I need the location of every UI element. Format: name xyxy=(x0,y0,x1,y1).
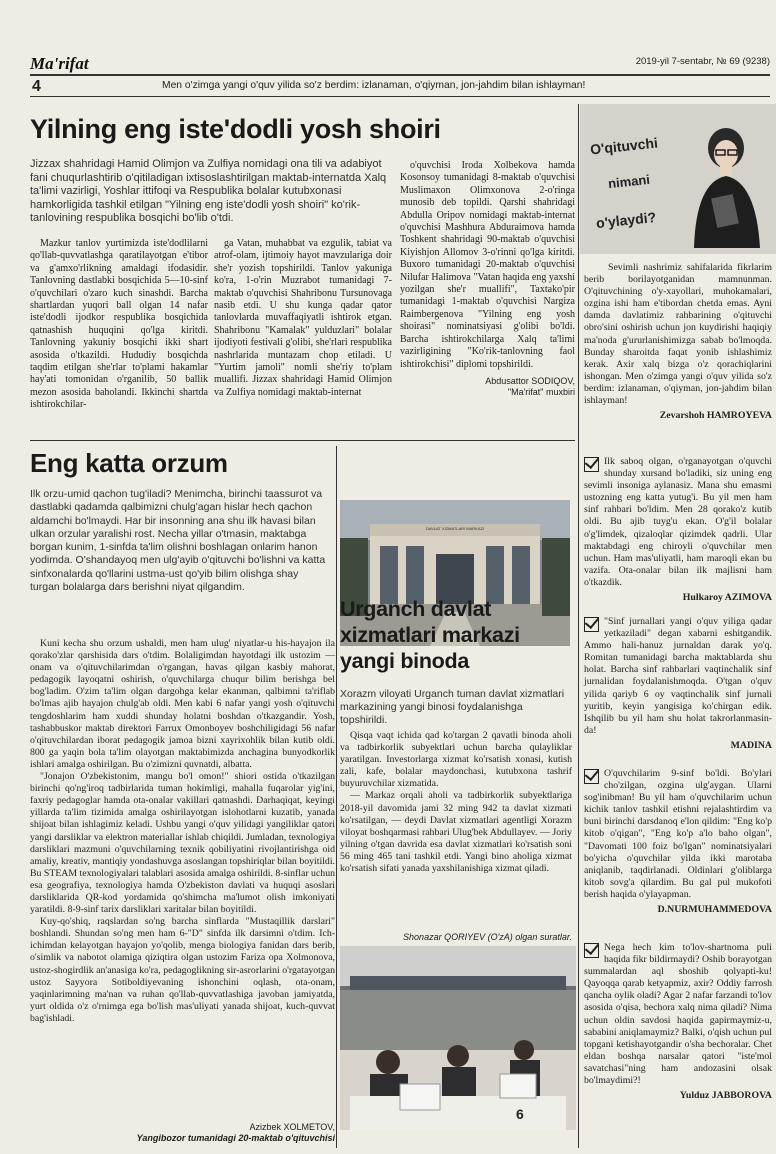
article-lead: Jizzax shahridagi Hamid Olimjon va Zulfiya nomidagi ona tili va adabiyot fani chuqurlashtirib o'qitiladigan ixtisoslashtirilgan maktab-internatda Xalq ta'limi vazirligi, Yoshlar ittifoqi va Respublika bolalar kutubxonasi hamkorligida tashkil etilgan "Yilning eng iste'dodli yosh shoiri" ko'rik-tanlovining respublika bosqichi bo'lib o'tdi. xyxy=(30,158,387,225)
building-sign: DAVLAT XIZMATLARI MARKAZI xyxy=(425,526,485,531)
photo-credit: Shonazar QORIYEV (O'zA) olgan suratlar. xyxy=(403,932,572,942)
opinion-text: Nega hech kim to'lov-shartnoma puli haqida fikr bildirmaydi? Oshib borayotgan summalardan aql shoshib qolyapti-ku! Qayoqqa qarab ketyapmiz, axir? Oddiy farrosh qancha oylik oladi? Agar 2 nafar farzandi to'lov asosida o'qisa, bechora xalq nima qiladi? Nima uchun oldin savdosi haqida gapirmaymiz-u, sababini aniqlamaymiz? Balki, o'qish uchun pul topgani ketishayotgandir o'sha bechoralar. Chet eldan boshqa narsalar qatori "iste'mol savatchasi"ning ham andozasini olsak bo'lmaydimi?! xyxy=(584,942,772,1087)
opinion-author: Zevarshoh HAMROYEVA xyxy=(659,410,772,422)
article-headline: Yilning eng iste'dodli yosh shoiri xyxy=(30,114,441,144)
newspaper-title: Ma'rifat xyxy=(30,54,89,73)
opinion-author: Yulduz JABBOROVA xyxy=(679,1090,772,1102)
opinion-author: Hulkaroy AZIMOVA xyxy=(682,592,772,604)
article-urganch-center xyxy=(340,444,576,1149)
article-column-2: ga Vatan, muhabbat va ezgulik, tabiat va atrof-olam, ijtimoiy hayot mavzulariga doir she'r yozish topshirildi. Tanlov yakuniga ko'ra, 1-o'rin Muzrabot tumanidagi 7-maktab o'quvchisi Shahribonu Tursunovaga nasib etdi. U shu kunga qadar qator tanlovlarda muvaffaqiyatli ishtirok etgan. Shahribonu "Kamalak" yulduzlari" bolalar ijodiyoti festivali g'olibi, she'rlari respublika nashrlarida muntazam chop etiladi. U "Yurtim jamoli" nomli she'riy to'plam muallifi. Jizzax shahridagi Hamid Olimjon va Zulfiya nomidagi maktab-internat xyxy=(214,238,392,398)
article-headline: Eng katta orzum xyxy=(30,448,228,478)
sidebar-header xyxy=(580,104,776,254)
office-photo xyxy=(340,946,576,1130)
opinion-text: Sevimli nashrimiz sahifalarida fikrlarim berib borilayotganidan mamnunman. O'qituvchining o'y-xayollari, muhokamalari, ozgina ishi ham e'tibordan chetda emas. Ayni damda davlatimiz rahbarining o'qituvchi obro'sini oshirish uchun jon kuydirishi haqiqiy ma'noda g'ururlanishimizga sabab bo'lmoqda. Bunday sharoitda faqat yonib ishlashimiz kerak. Axir xalq bizga o'z qorachiqlarini ishongan. Men o'zimga yangi o'quv yilida so'z berdim: izlanaman, o'qiyman, jon-jahdim bilan ishlayman! xyxy=(584,262,772,407)
sidebar-opinion xyxy=(584,768,772,915)
masthead-rule xyxy=(30,74,770,76)
sidebar-title-line: O'qituvchi xyxy=(589,134,659,158)
masthead xyxy=(30,0,776,100)
sidebar-title-line: o'ylaydi? xyxy=(595,208,657,232)
article-column-1: Mazkur tanlov yurtimizda iste'dodlilarni qo'llab-quvvatlashga qaratilayotgan e'tibor va g'amxo'rlikning amaldagi ifodasidir. Tanlovning dastlabki bosqichida 5—10-sinf o'quvchilari o'zaro kuch sinashdi. Barcha shartlardan yuqori ball olgan 14 nafar iste'dodli ijodkor respublika bosqichida qatnashish huquqini qo'lga kiritdi. Tanlovning yakuniy bosqichi ikki shart asosida o'tkazildi. Hududiy bosqichda taqdim etilgan she'rlar to'plami hakamlar hay'ati tomonidan o'rganilib, 50 ballik mezon asosida baholandi. Ikkinchi shartda ishtirokchilar- xyxy=(30,238,208,411)
checkbox-icon xyxy=(584,769,599,784)
checkbox-icon xyxy=(584,943,599,958)
article-lead: Xorazm viloyati Urganch tuman davlat xizmatlari markazining yangi binosi foydalanishga topshirildi. xyxy=(340,688,565,727)
page-number: 4 xyxy=(32,78,41,95)
article-headline: Urganch davlat xizmatlari markazi yangi binoda xyxy=(340,597,520,673)
section-divider xyxy=(30,440,575,441)
article-body xyxy=(340,730,572,875)
body-paragraph: "Jonajon O'zbekistonim, mangu bo'l omon!" shiori ostida o'tkazilgan birinchi qo'ng'iroq tadbirlarida tuman hokimligi, mahalla fuqarolar yig'ini, faxriy pedagoglar hamda ota-onalar vakillari qatnashdi. Darhaqiqat, keyingi yillarda ta'lim tizimida amalga oshirilayotgan islohotlarni kuzatib, yanada shijoat bilan ishlagimiz keladi. Ushbu yangi o'quv yilidagi yangiliklar qatori yangi darsliklar va elektron materiallar ishlab chiqildi. Jumladan, texnologiya darsliklari mazmuni o'quvchilarning texnik qobiliyatini rivojlantirishga oid amaliy, kreativ, mantiqiy yondashuvga asoslangan topshiriqlar bilan boyitildi. Bu STEAM texnologiyalari talablari asosida amalga oshirildi. 8-sinflar uchun esa geografiya, texnologiya hamda O'zbekiston davlati va huquqi asoslari darsliklarida QR-kod yordamida qo'shimcha ma'lumot olish imkoniyati yaratildi. 8-9-sinf tarix darsliklari xaritalar bilan boyitildi. xyxy=(30,771,335,916)
sidebar-opinion xyxy=(584,616,772,751)
body-paragraph: — Markaz orqali aholi va tadbirkorlik subyektlariga 2018-yil davomida jami 32 ming 942 ta davlat xizmati ko'rsatilgan, — deydi Davlat xizmatlari agentligi Xorazm viloyat boshqarmasi rahbari Ulug'bek Abdullayev. — Joriy yilning o'tgan davrida esa davlat xizmatlari ko'rsatish soni 56 ming 465 tani tashkil etdi. Yangi bino aholiga xizmat ko'rsatish sifati yanada yaxshilanishiga xizmat qiladi. xyxy=(340,790,572,875)
author-name: Abdusattor SODIQOV, xyxy=(485,376,575,386)
article-body xyxy=(30,638,335,1025)
body-paragraph: Kuy-qo'shiq, raqslardan so'ng barcha sinflarda "Mustaqillik darslari" boshlandi. Shundan so'ng men ham 6-"D" sinfda ilk darsimni o'tdim. Ich-ichimdan kelayotgan hayajon yo'qolib, menga biologiya fanidan dars berib, o'simlik va nabotot olamiga qiziqtira olgan ustozim Fariza opa Xolmonova, ustoz-shogirdlik an'anasiga ko'ra, pedagoglikning sir-asrorlarini o'rgatayotgan ustoz Sayyora Sotiboldiyevaning ishonchini oqlash, ota-onam, yaqinlarimning ma'nan va ruhan qo'llab-quvvatlashiga javoban jamiyatda, yurt oldida o'z o'rnimga ega bo'lish mas'uliyati yanada shijoat, kuch-quvvat bag'ishladi. xyxy=(30,916,335,1024)
desk-number: 6 xyxy=(516,1106,524,1122)
teacher-illustration-icon xyxy=(680,118,770,248)
slogan-rule xyxy=(30,96,770,97)
author-name: Azizbek XOLMETOV, xyxy=(249,1122,335,1132)
sidebar-opinion xyxy=(584,456,772,603)
author-role: Yangibozor tumanidagi 20-maktab o'qituvchisi xyxy=(136,1133,335,1143)
opinion-text: Ilk saboq olgan, o'rganayotgan o'quvchi shunday xursand bo'ladiki, siz uning eng sevimli insoniga aylanasiz. Mana shu emasmi ustozning eng katta yutug'i. Bu yil men ham sinf rahbari bo'ldim. Men 28 qorako'z kutib oldi. Bu ajib tuyg'u ekan. O'g'il bolalar o'g'limdek, qizaloqlar qizimdek qadrli. Ular maktabdagi eng chiroyli o'quvchilar men uchun. Ham mas'uliyatli, ham maroqli ekan bu vazifa. Ota-onalar bilan ilk majlisni ham o'tkazdik. xyxy=(584,456,772,588)
opinion-author: MADINA xyxy=(730,739,772,751)
article-young-poet xyxy=(30,110,575,455)
opinion-author: D.NURMUHAMMEDOVA xyxy=(657,904,772,916)
column-divider xyxy=(336,446,337,1148)
opinion-text: O'quvchilarim 9-sinf bo'ldi. Bo'ylari cho'zilgan, ozgina ulg'aygan. Ularni sog'inibman! Bu yil ham o'quvchilarim uchun kichik tanlov tashkil etishni rejalashtirdim va buni birinchi darsdanoq e'lon qildim: "Eng ko'p kitob o'qigan", "Eng ko'p a'lo baho olgan", "Davomati 100 foiz bo'lgan" nominatsiyalari bo'yicha o'quvchilar yilda ikki marotaba aniqlanib, taqdirlanadi. Oldinlari g'oliblarga kitob sovg'a qilardim. Bu gal pul mukofoti berish haqida o'ylayapman. xyxy=(584,768,772,900)
article-biggest-dream xyxy=(30,444,335,1149)
issue-info: 2019-yil 7-sentabr, № 69 (9238) xyxy=(635,56,770,67)
checkbox-icon xyxy=(584,457,599,472)
sidebar-divider xyxy=(578,104,579,1148)
opinion-text: "Sinf jurnallari yangi o'quv yiliga qadar yetkaziladi" degan xabarni eshitgandik. Ammo hali-hanuz jurnaldan darak yo'q. Romitan tumanidagi barcha maktablarda shu holat. Barcha sinf rahbarlari vaqtinchalik sinf jurnalidan foydalanishmoqda. O'tgan o'quv yilida qariyb 6 oy vaqtinchalik sinf jurnali yuritib, keyin yangisiga ko'chirgan edik. Ishqilib bu yil ham shu holat takrorlanmasin-da! xyxy=(584,616,772,736)
author-role: "Ma'rifat" muxbiri xyxy=(507,387,575,397)
body-paragraph: Qisqa vaqt ichida qad ko'targan 2 qavatli binoda aholi va tadbirkorlik subyektlari uchun barcha qulayliklar yaratilgan. Investorlarga xizmat ko'rsatish xonasi, kutish zali, kafe, bolalar maydonchasi, kutubxona tashrif buyuruvchilar xizmatida. xyxy=(340,730,572,790)
article-lead: Ilk orzu-umid qachon tug'iladi? Menimcha, birinchi taassurot va dastlabki qadamda qalbimizni chulg'agan hislar hech qachon aldamchi bo'lmaydi. Har bir insonning ana shu ilk havasi bilan ulkan orzular yaralishi rost. Necha yillar o'tmasin, maktabga borgan kunim, 1-sinfda ta'lim olishni boshlagan onlarim hanon yodimda. O'shandayoq men ulg'ayib o'qituvchi bo'lishni va katta sinfxonalarda qo'llarini ustma-ust qo'yib bilim olishga shay turgan bolalarga dars berishni niyat qilgandim. xyxy=(30,488,326,594)
sidebar-opinion xyxy=(584,942,772,1101)
checkbox-icon xyxy=(584,617,599,632)
article-column-3: o'quvchisi Iroda Xolbekova hamda Kosonsoy tumanidagi 8-maktab o'quvchisi Muslimaxon Olimxonova 2-o'ringa munosib deb topildi. Qarshi shahridagi Abdulla Oripov nomidagi maktab-internat o'quvchisi Mashhura Abduraimova hamda Toshkent shahridagi 90-maktab o'quvchisi Kiyishjon Allomov 3-o'rinni qo'lga kiritdi. Buxoro tumanidagi 20-maktab o'quvchisi Nilufar Halimova "Vatan haqida eng yaxshi yozilgan she'r muallifi", Taxtako'pir tumanidagi 1-maktab o'quvchisi Nargiza Raimbergenova "Yilning eng yosh shoirasi" nominatsiyasi g'olibi bo'ldi. Barcha ishtirokchilarga Xalq ta'limi vazirligining "Ko'rik-tanlovning faol ishtirokchisi" diplomi topshirildi. xyxy=(400,160,575,370)
article-signature xyxy=(30,1122,335,1144)
slogan: Men o'zimga yangi o'quv yilida so'z berdim: izlanaman, o'qiyman, jon-jahdim bilan ishlayman! xyxy=(162,80,586,91)
body-paragraph: Kuni kecha shu orzum ushaldi, men ham ulug' niyatlar-u his-hayajon ila qorako'zlar qarshisida dars o'tdim. Bolaligimdan hayotdagi ilk ustozim — onam va o'qituvchilarimdan o'rgangan, havas qilgan kasbiy mahorat, pedagogik layoqatni oshirish, o'quvchilarga chuqur bilim berishga bel bog'ladim. O'zim ta'lim olgan dargohga kelar ekanman, qalbimni ta'riflab bo'lmas ajib hayajon chulg'ab oldi. Men kabi 6 nafar yangi yosh o'qituvchi tengdoshlarim ham xuddi shunday holatni boshdan o'tkazgandir. Yosh, tashabbuskor maktab direktori Farrux Omonboyev boshchiligidagi 56 nafar o'qituvchilardan iborat pedagogik jamoa bizni xayrixohlik bilan kutib oldi. 800 ga yaqin bola ta'lim olayotgan maktabimizda anchagina bunyodkorlik ishlari amalga oshirilgan. Bu o'zimizni quvnatdi, albatta. xyxy=(30,638,335,770)
article-signature xyxy=(400,376,575,398)
sidebar-title-line: nimani xyxy=(607,171,651,192)
sidebar-opinion xyxy=(584,262,772,421)
